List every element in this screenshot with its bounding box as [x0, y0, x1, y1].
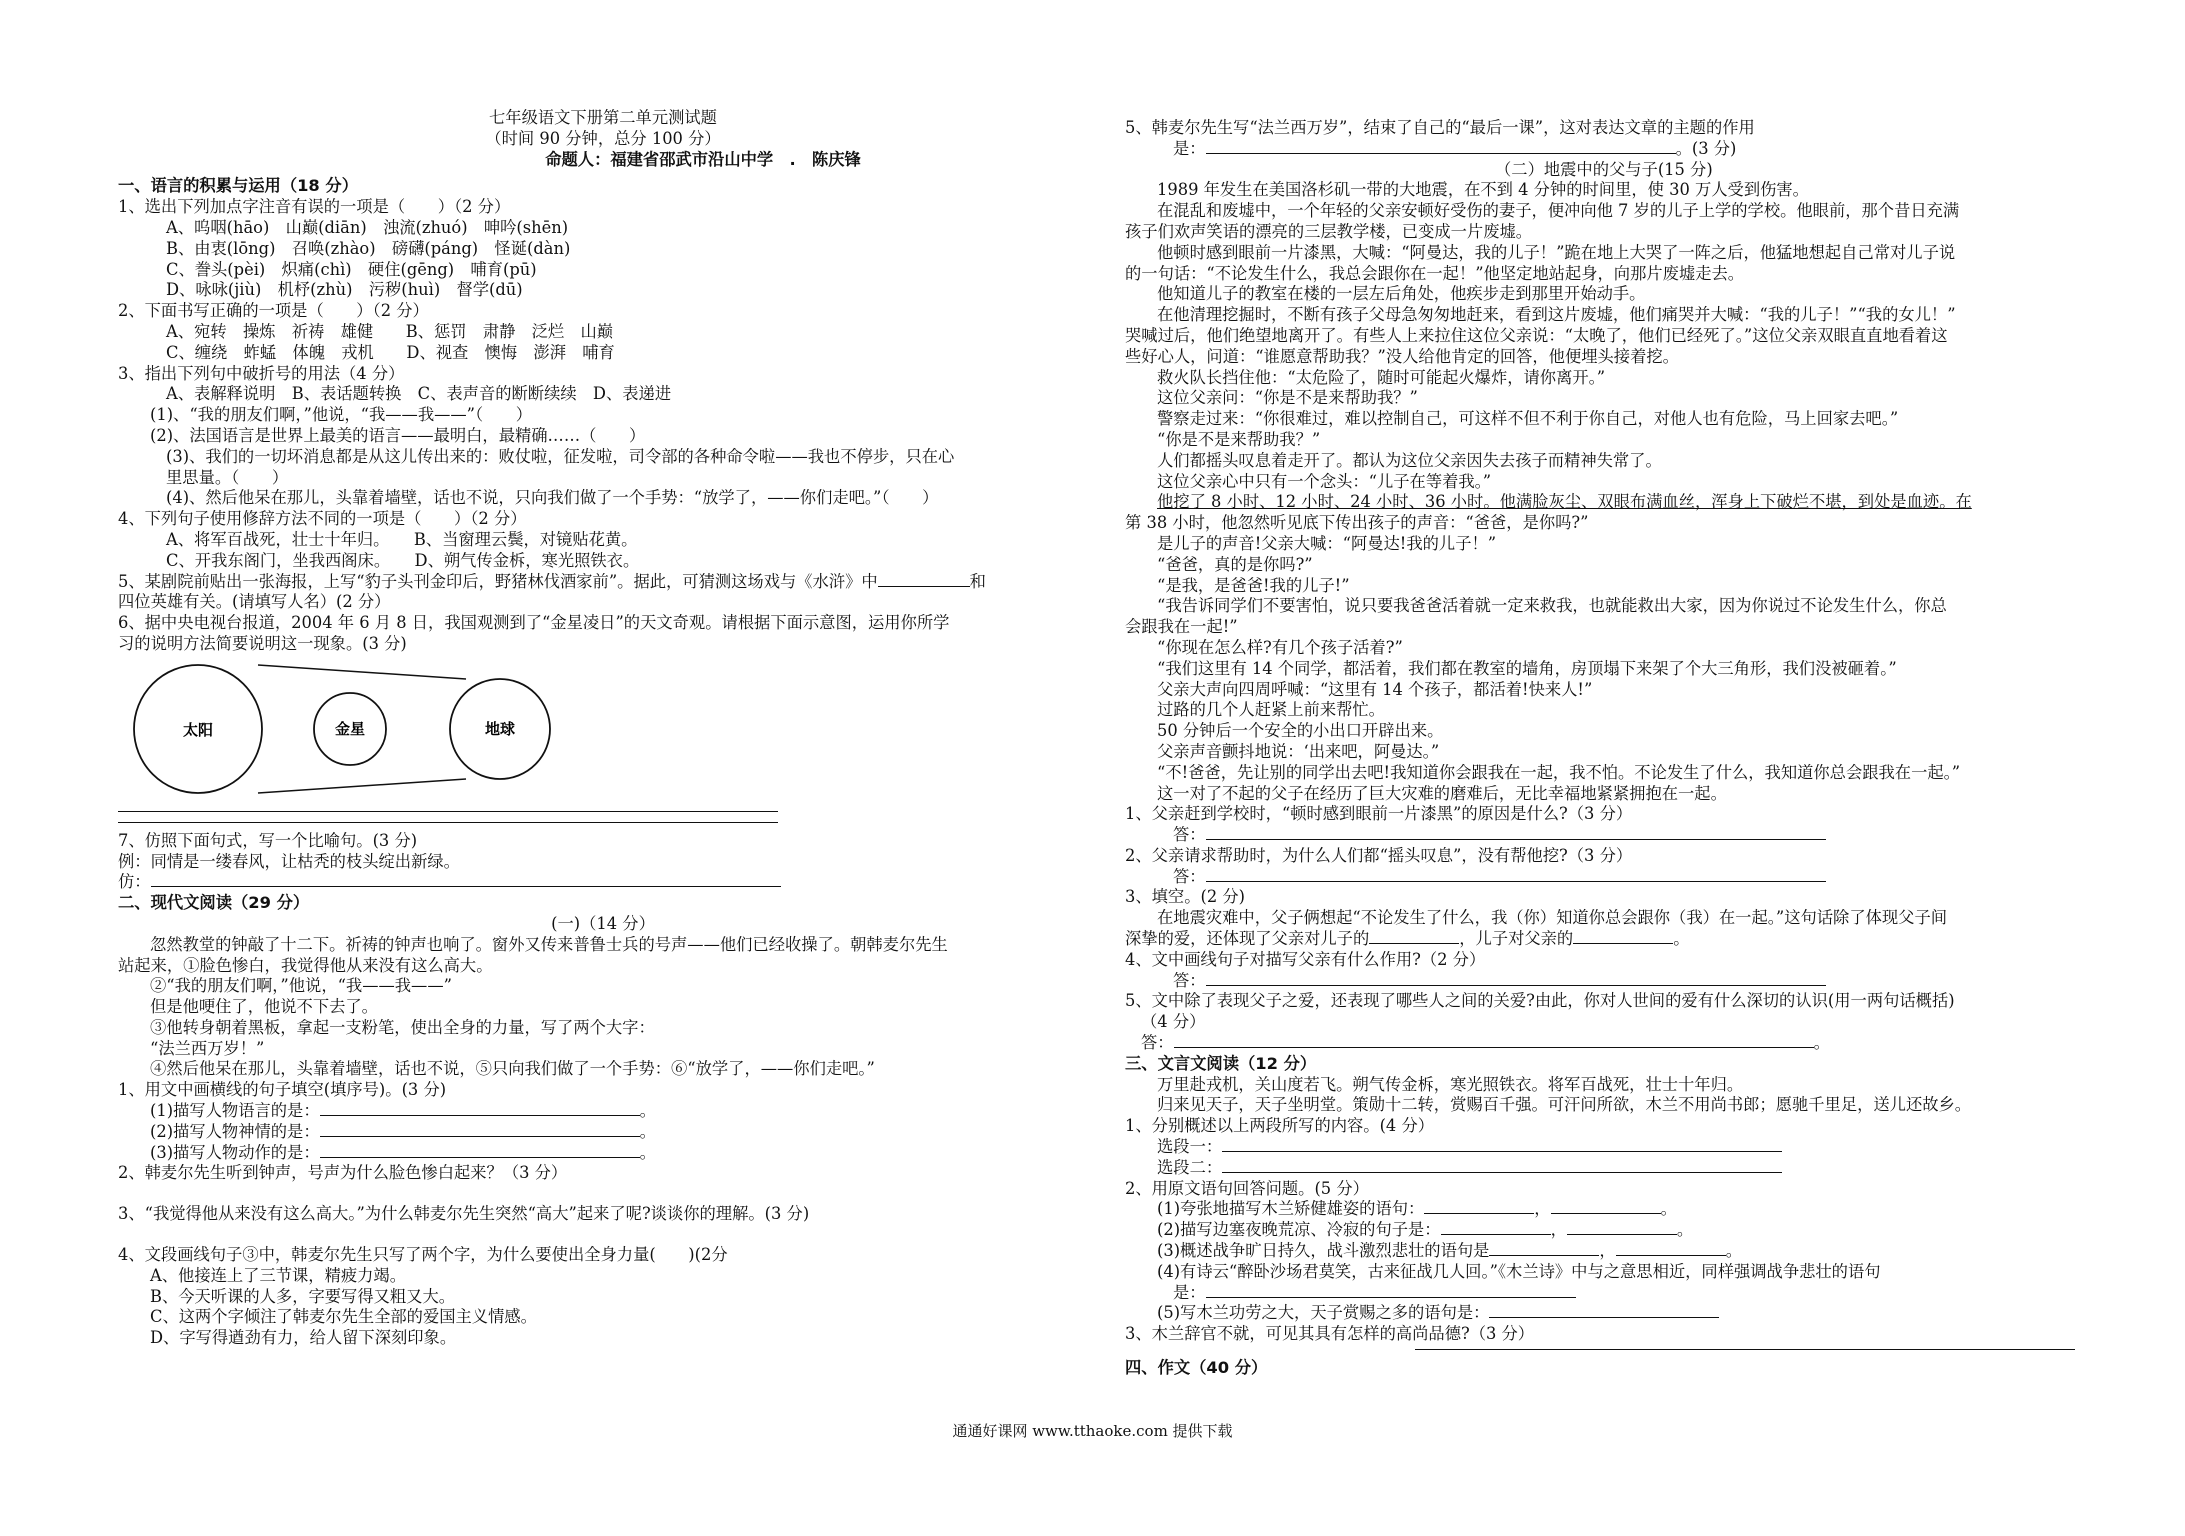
story-line: 哭喊过后，他们绝望地离开了。有些人上来拉住这位父亲说：“太晚了，他们已经死了。”这位父亲双眼直直地看着这 [1125, 325, 1948, 345]
exam-author: 命题人：福建省邵武市沿山中学 . 陈庆锋 [545, 149, 861, 169]
answer-blank[interactable] [1206, 971, 1826, 986]
answer-blank[interactable] [1441, 1220, 1551, 1235]
s2b-q4: 4、文中画线句子对描写父亲有什么作用?（2 分） [1125, 949, 1486, 969]
exam-title: 七年级语文下册第二单元测试题 [489, 108, 717, 127]
passage-line: ②“我的朋友们啊，”他说，“我——我——” [150, 976, 452, 996]
answer-line[interactable] [118, 811, 778, 812]
s2-q4-option: B、今天听课的人多，字要写得又粗又大。 [150, 1286, 456, 1306]
answer-label: 答： [1173, 970, 1206, 990]
classical-text: 万里赴戎机，关山度若飞。朔气传金柝，寒光照铁衣。将军百战死，壮士十年归。 [1157, 1074, 1744, 1094]
s1-q4-row: A、将军百战死，壮士十年归。 B、当窗理云鬓，对镜贴花黄。 [166, 529, 638, 549]
story-line: “爸爸，真的是你吗?” [1157, 554, 1313, 574]
belt-line-top [258, 665, 466, 679]
s1-q5-text-cont: 四位英雄有关。(请填写人名）(2 分） [118, 592, 391, 612]
story-line: “我们这里有 14 个同学，都活着，我们都在教室的墙角，房顶塌下来架了个大三角形，我们没被砸着。” [1157, 658, 1897, 678]
story-passage [1125, 180, 2085, 804]
s1-q3-options: A、表解释说明 B、表话题转换 C、表声音的断断续续 D、表递进 [166, 384, 672, 404]
s1-q6-text: 6、据中央电视台报道，2004 年 6 月 8 日，我国观测到了“金星凌日”的天文奇观。请根据下面示意图，运用你所学 [118, 613, 950, 633]
earth-label: 地球 [484, 719, 516, 738]
story-line: 他顿时感到眼前一片漆黑，大喊：“阿曼达，我的儿子！”跪在地上大哭了一阵之后，他猛地想起自己常对儿子说 [1157, 242, 1956, 262]
story-line: 父亲大声向四周呼喊：“这里有 14 个孩子，都活着!快来人!” [1157, 679, 1593, 699]
passage-line: 站起来，①脸色惨白，我觉得他从来没有这么高大。 [118, 955, 493, 975]
answer-blank[interactable] [878, 572, 970, 587]
s1-q3-sentence: (1)、“我的朋友们啊，”他说，“我——我——”（ ） [150, 405, 532, 425]
s2b-q5-score: （4 分） [1141, 1012, 1206, 1032]
s2-q3: 3、“我觉得他从来没有这么高大。”为什么韩麦尔先生突然“高大”起来了呢?谈谈你的理解。(3 分) [118, 1204, 810, 1224]
answer-blank[interactable] [1206, 867, 1826, 882]
story-line: “不!爸爸，先让别的同学出去吧!我知道你会跟我在一起，我不怕。不论发生了什么，我知道你总会跟我在一起。” [1157, 762, 1961, 782]
score-note: 。(3 分) [1675, 138, 1737, 158]
story-line: 人们都摇头叹息着走开了。都认为这位父亲因失去孩子而精神失常了。 [1157, 450, 1662, 470]
venus-transit-diagram [118, 661, 758, 801]
passage-line: “法兰西万岁！” [150, 1038, 265, 1058]
story-line: 些好心人，问道：“谁愿意帮助我？”没人给他肯定的回答，他便埋头接着挖。 [1125, 346, 1679, 366]
story-line: 会跟我在一起!” [1125, 617, 1238, 637]
s2-q1-item: (3)描写人物动作的是： [150, 1142, 320, 1162]
story-line: 他知道儿子的教室在楼的一层左后角处，他疾步走到那里开始动手。 [1157, 284, 1646, 304]
answer-blank[interactable] [1424, 1199, 1534, 1214]
s1-q1-option: B、由衷(lōng) 召唤(zhào) 磅礴(páng) 怪诞(dàn) [166, 238, 571, 258]
answer-blank[interactable] [1206, 825, 1826, 840]
s1-q2-row: A、宛转 操炼 祈祷 雄健 B、惩罚 肃静 泛烂 山巅 [166, 321, 614, 341]
answer-line[interactable] [118, 822, 778, 823]
s2-q4-option: C、这两个字倾注了韩麦尔先生全部的爱国主义情感。 [150, 1307, 537, 1327]
s1-q3-stem: 3、指出下列句中破折号的用法（4 分） [118, 363, 405, 383]
belt-line-bottom [258, 779, 466, 793]
section2-heading: 二、现代文阅读（29 分） [118, 893, 310, 913]
exam-time-info: （时间 90 分钟，总分 100 分） [485, 128, 721, 148]
story-line: 过路的几个人赶紧上前来帮忙。 [1157, 700, 1385, 720]
s3-q2: 2、用原文语句回答问题。(5 分） [1125, 1178, 1369, 1198]
story-line: 这位父亲心中只有一个念头：“儿子在等着我。” [1157, 471, 1492, 491]
passage-line: ④然后他呆在那儿，头靠着墙壁，话也不说，⑤只向我们做了一个手势：⑥“放学了，——你们走吧。” [150, 1059, 875, 1079]
story-line: 他挖了 8 小时、12 小时、24 小时、36 小时。他满脸灰尘、双眼布满血丝，浑身上下破烂不堪，到处是血迹。在 [1157, 492, 1972, 512]
s1-q2-row: C、缠绕 蚱蜢 体魄 戎机 D、视查 懊悔 澎湃 哺育 [166, 342, 615, 362]
s1-q7-example: 例：同情是一缕春风，让枯秃的枝头绽出新绿。 [118, 851, 460, 871]
period: 。 [1673, 929, 1690, 949]
answer-blank[interactable] [1222, 1158, 1782, 1173]
story-line: “你是不是来帮助我？” [1157, 429, 1321, 449]
story-line: 警察走过来：“你很难过，难以控制自己，可这样不但不利于你自己，对他人也有危险，马上回家去吧。” [1157, 409, 1899, 429]
right-column: 5、韩麦尔先生写“法兰西万岁”，结束了自己的“最后一课”，这对表达文章的主题的作用 是： 。(3 分) （二）地震中的父与子(15 分) 1989 年发生在美国洛杉矶一带的大地震，在不到 4 分钟的时间里，使 30 万人受到伤害。 在混乱和废墟中，一个年轻的父亲安顿好受伤的妻子，便冲向他 7 岁的儿子上学的学校。他眼前，那个昔日充满 孩子们欢声笑语的漂亮的三层教学楼，已变成一片废墟。 他顿时感到眼前一片漆黑，大喊：“阿曼达，我的儿子！”跪在地上大哭了一阵之后，他猛地想起自己常对儿子说 的一句话：“不论发生什么，我总会跟你在一起！”他坚定地站起身，向那片废墟走去。 他知道儿子的教室在楼的一层左后角处，他疾步走到那里开始动手。 在他清理挖掘时，不断有孩子父母急匆匆地赶来，看到这片废墟，他们痛哭并大喊：“我的儿子！”“我的女儿！” 哭喊过后，他们绝望地离开了。有些人上来拉住这位父亲说：“太晚了，他们已经死了。”这位父亲双眼直直地看着这 些好心人，问道：“谁愿意帮助我？”没人给他肯定的回答，他便埋头接着挖。 救火队长挡住他：“太危险了，随时可能起火爆炸，请你离开。” 这位父亲问：“你是不是来帮助我？” 警察走过来：“你很难过，难以控制自己，可这样不但不利于你自己，对他人也有危险，马上回家去吧。” “你是不是来帮助我？” 人们都摇头叹息着走开了。都认为这位父亲因失去孩子而精神失常了。 这位父亲心中只有一个念头：“儿子在等着我。” 他挖了 8 小时、12 小时、24 小时、36 小时。他满脸灰尘、双眼布满血丝，浑身上下破烂不堪，到处是血迹。在 第 38 小时，他忽然听见底下传出孩子的声音：“爸爸，是你吗?” 是儿子的声音!父亲大喊：“阿曼达!我的儿子！” “爸爸，真的是你吗?” “是我，是爸爸!我的儿子!” “我告诉同学们不要害怕，说只要我爸爸活着就一定来救我，也就能救出大家，因为你说过不论发生什么，你总 会跟我在一起!” “你现在怎么样?有几个孩子活着?” “我们这里有 14 个同学，都活着，我们都在教室的墙角，房顶塌下来架了个大三角形，我们没被砸着。” 父亲大声向四周呼喊：“这里有 14 个孩子，都活着!快来人!” 过路的几个人赶紧上前来帮忙。 50 分钟后一个安全的小出口开辟出来。 父亲声音颤抖地说：‘出来吧，阿曼达。” “不!爸爸，先让别的同学出去吧!我知道你会跟我在一起，我不怕。不论发生了什么，我知道你总会跟我在一起。” 这一对了不起的父子在经历了巨大灾难的磨难后，无比幸福地紧紧拥抱在一起。 1、父亲赶到学校时，“顿时感到眼前一片漆黑”的原因是什么?（3 分） 答： 2、父亲请求帮助时，为什么人们都“摇头叹息”，没有帮他挖?（3 分） 答： 3、填空。(2 分) 在地震灾难中，父子俩想起“不论发生了什么，我（你）知道你总会跟你（我）在一起。”这句话除了体现父子间 深挚的爱，还体现了父亲对儿子的 ，儿子对父亲的 。 4、文中画线句子对描写父亲有什么作用?（2 分） 答： 5、文中除了表现父子之爱，还表现了哪些人之间的关爱?由此，你对人世间的爱有什么深切的认识(用一两句话概括) （4 分） 答： 。 三、文言文阅读（12 分） 万里赴戎机，关山度若飞。朔气传金柝，寒光照铁衣。将军百战死，壮士十年归。 归来见天子，天子坐明堂。策勋十二转，赏赐百千强。可汗问所欲，木兰不用尚书郎；愿驰千里足，送儿还故乡。 1、分别概述以上两段所写的内容。(4 分） 选段一： 选段二： 2、用原文语句回答问题。(5 分） (1)夸张地描写木兰矫健雄姿的语句： ， 。 (2)描写边塞夜晚荒凉、冷寂的句子是： ， 。 (3)概述战争旷日持久，战斗激烈悲壮的语句是 ， 。 (4)有诗云“醉卧沙场君莫笑，古来征战几人回。”《木兰诗》中与之意思相近，同样强调战争悲壮的语句 是： (5)写木兰功劳之大，天子赏赐之多的语句是： 3、木兰辞官不就，可见其具有怎样的高尚品德?（3 分） 四、作文（40 分） [1125, 118, 2085, 1379]
passage-line: 但是他哽住了，他说不下去了。 [150, 997, 378, 1017]
answer-label: 答： [1173, 825, 1206, 845]
answer-blank[interactable] [1369, 929, 1459, 944]
s1-q5-line [118, 572, 1088, 593]
s1-q7-stem: 7、仿照下面句式，写一个比喻句。(3 分) [118, 830, 418, 850]
s2b-q3-text: 深挚的爱，还体现了父亲对儿子的 [1125, 929, 1370, 949]
story-line: 父亲声音颤抖地说：‘出来吧，阿曼达。” [1157, 741, 1440, 761]
story-line: 的一句话：“不论发生什么，我总会跟你在一起！”他坚定地站起身，向那片废墟走去。 [1125, 263, 1745, 283]
s2b-q1: 1、父亲赶到学校时，“顿时感到眼前一片漆黑”的原因是什么?（3 分） [1125, 804, 1633, 824]
s3-q2-item: (2)描写边塞夜晚荒凉、冷寂的句子是： [1157, 1220, 1441, 1240]
story-line: 1989 年发生在美国洛杉矶一带的大地震，在不到 4 分钟的时间里，使 30 万人受到伤害。 [1157, 180, 1809, 200]
answer-blank[interactable] [1222, 1137, 1782, 1152]
s1-q2-stem: 2、下面书写正确的一项是（ ）（2 分） [118, 301, 429, 321]
story-line: 救火队长挡住他：“太危险了，随时可能起火爆炸，请你离开。” [1157, 367, 1606, 387]
answer-blank[interactable] [1573, 929, 1673, 944]
s3-q2-item: (1)夸张地描写木兰矫健雄姿的语句： [1157, 1199, 1425, 1219]
s2-q1-stem: 1、用文中画横线的句子填空(填序号)。(3 分) [118, 1080, 447, 1100]
answer-blank[interactable] [1206, 139, 1676, 154]
venus-label: 金星 [334, 719, 366, 738]
s3-q1: 1、分别概述以上两段所写的内容。(4 分） [1125, 1116, 1435, 1136]
s1-q3-sentence: (2)、法国语言是世界上最美的语言——最明白，最精确……（ ） [150, 425, 646, 445]
s2-part1-title: (一)（14 分） [551, 913, 655, 933]
s3-q1-label: 选段二： [1157, 1157, 1223, 1177]
s2b-q3-text: ，儿子对父亲的 [1459, 929, 1574, 949]
s1-q7-answer [118, 872, 1088, 893]
story-line: 在混乱和废墟中，一个年轻的父亲安顿好受伤的妻子，便冲向他 7 岁的儿子上学的学校。他眼前，那个昔日充满 [1157, 201, 1960, 221]
answer-blank[interactable] [1567, 1220, 1677, 1235]
s2-q4-option: D、字写得遒劲有力，给人留下深刻印象。 [150, 1328, 457, 1348]
answer-blank[interactable] [320, 1122, 640, 1137]
s1-q3-sentence: (3)、我们的一切坏消息都是从这儿传出来的：败仗啦，征发啦，司令部的各种命令啦——我也不停步，只在心 [166, 446, 955, 466]
answer-label: 答： [1141, 1033, 1174, 1053]
answer-line[interactable] [1415, 1349, 2075, 1350]
s3-q2-item: 是： [1173, 1282, 1206, 1302]
s3-q2-item: (4)有诗云“醉卧沙场君莫笑，古来征战几人回。”《木兰诗》中与之意思相近，同样强调战争悲壮的语句 [1157, 1261, 1881, 1281]
s2-q2: 2、韩麦尔先生听到钟声，号声为什么脸色惨白起来？（3 分） [118, 1163, 568, 1183]
s3-q2-item: (3)概述战争旷日持久，战斗激烈悲壮的语句是 [1157, 1241, 1490, 1261]
s1-q1-option: C、誊头(pèi) 炽痛(chì) 硬住(gēng) 哺育(pū) [166, 259, 537, 279]
s1-q1-stem: 1、选出下列加点字注音有误的一项是（ ）（2 分） [118, 197, 511, 217]
answer-blank[interactable] [1616, 1241, 1726, 1256]
s1-q4-row: C、开我东阁门，坐我西阁床。 D、朔气传金柝，寒光照铁衣。 [166, 550, 640, 570]
story-line: 是儿子的声音!父亲大喊：“阿曼达!我的儿子！” [1157, 533, 1497, 553]
s2-q1-item: (2)描写人物神情的是： [150, 1121, 320, 1141]
answer-blank[interactable] [320, 1143, 640, 1158]
s3-q1-label: 选段一： [1157, 1137, 1223, 1157]
story-line: 孩子们欢声笑语的漂亮的三层教学楼，已变成一片废墟。 [1125, 221, 1533, 241]
s1-q5-text: 5、某剧院前贴出一张海报，上写“豹子头刊金印后，野猪林伐酒家前”。据此，可猜测这场戏与《水浒》中 [118, 571, 878, 591]
story-line: 在他清理挖掘时，不断有孩子父母急匆匆地赶来，看到这片废墟，他们痛哭并大喊：“我的儿子！”“我的女儿！” [1157, 305, 1956, 325]
s2b-q3-text: 在地震灾难中，父子俩想起“不论发生了什么，我（你）知道你总会跟你（我）在一起。”这句话除了体现父子间 [1157, 908, 1948, 928]
footer: 通通好课网 www.tthaoke.com 提供下载 [952, 1422, 1233, 1440]
s1-q3-sentence: (4)、然后他呆在那儿，头靠着墙壁，话也不说，只向我们做了一个手势：“放学了，——你们走吧。”（ ） [166, 488, 939, 508]
story-line: “是我，是爸爸!我的儿子!” [1157, 575, 1350, 595]
left-column: 七年级语文下册第二单元测试题 （时间 90 分钟，总分 100 分） 命题人：福建省邵武市沿山中学 . 陈庆锋 一、语言的积累与运用（18 分） 1、选出下列加点字注音有误的一项是（ ）（2 分） A、呜咽(hāo) 山巅(diān) 浊流(zhuó) 呻吟(shēn) B、由衷(lōng) 召唤(zhào) 磅礴(páng) 怪诞(dàn) C、誊头(pèi) 炽痛(chì) 硬住(gēng) 哺育(pū) D、咏咏(jiù) 机杼(zhù) 污秽(huì) 督学(dū) 2、下面书写正确的一项是（ ）（2 分） A、宛转 操炼 祈祷 雄健 B、惩罚 肃静 泛烂 山巅 C、缠绕 蚱蜢 体魄 戎机 D、视查 懊悔 澎湃 哺育 3、指出下列句中破折号的用法（4 分） A、表解释说明 B、表话题转换 C、表声音的断断续续 D、表递进 (1)、“我的朋友们啊，”他说，“我——我——”（ ） (2)、法国语言是世界上最美的语言——最明白，最精确……（ ） (3)、我们的一切坏消息都是从这儿传出来的：败仗啦，征发啦，司令部的各种命令啦——我也不停步，只在心 里思量。（ ） (4)、然后他呆在那儿，头靠着墙壁，话也不说，只向我们做了一个手势：“放学了，——你们走吧。”（ ） 4、下列句子使用修辞方法不同的一项是（ ）（2 分） A、将军百战死，壮士十年归。 B、当窗理云鬓，对镜贴花黄。 C、开我东阁门，坐我西阁床。 D、朔气传金柝，寒光照铁衣。 5、某剧院前贴出一张海报，上写“豹子头刊金印后，野猪林伐酒家前”。据此，可猜测这场戏与《水浒》中 和 四位英雄有关。(请填写人名）(2 分） 6、据中央电视台报道，2004 年 6 月 8 日，我国观测到了“金星凌日”的天文奇观。请根据下面示意图，运用你所学 习的说明方法简要说明这一现象。(3 分) 太阳 金星 地球 7、仿照下面句式，写一个比喻句。(3 分) 例：同情是一缕春风，让枯秃的枝头绽出新绿。 仿： 二、现代文阅读（29 分） (一)（14 分） 忽然教堂的钟敲了十二下。祈祷的钟声也响了。窗外又传来普鲁士兵的号声——他们已经收操了。朝韩麦尔先生 站起来，①脸色惨白，我觉得他从来没有这么高大。 ②“我的朋友们啊，”他说，“我——我——” 但是他哽住了，他说不下去了。 ③他转身朝着黑板，拿起一支粉笔，使出全身的力量，写了两个大字： “法兰西万岁！” ④然后他呆在那儿，头靠着墙壁，话也不说，⑤只向我们做了一个手势：⑥“放学了，——你们走吧。” 1、用文中画横线的句子填空(填序号)。(3 分) (1)描写人物语言的是： 。 (2)描写人物神情的是： 。 (3)描写人物动作的是： 。 2、韩麦尔先生听到钟声，号声为什么脸色惨白起来？（3 分） 3、“我觉得他从来没有这么高大。”为什么韩麦尔先生突然“高大”起来了呢?谈谈你的理解。(3 分) 4、文段画线句子③中，韩麦尔先生只写了两个字，为什么要使出全身力量( )(2分 A、他接连上了三节课，精疲力竭。 B、今天听课的人多，字要写得又粗又大。 C、这两个字倾注了韩麦尔先生全部的爱国主义情感。 D、字写得遒劲有力，给人留下深刻印象。 [118, 108, 1088, 1349]
s2-part2-title: （二）地震中的父与子(15 分) [1495, 159, 1713, 179]
sun-label: 太阳 [182, 720, 214, 739]
story-line: “你现在怎么样?有几个孩子活着?” [1157, 637, 1403, 657]
s1-q1-option: D、咏咏(jiù) 机杼(zhù) 污秽(huì) 督学(dū) [166, 280, 523, 300]
s1-q3-sentence-cont: 里思量。（ ） [166, 467, 289, 487]
story-line: 这一对了不起的父子在经历了巨大灾难的磨难后，无比幸福地紧紧拥抱在一起。 [1157, 783, 1727, 803]
s2-q5-line1: 5、韩麦尔先生写“法兰西万岁”，结束了自己的“最后一课”，这对表达文章的主题的作用 [1125, 118, 1755, 137]
answer-blank[interactable] [1206, 1283, 1576, 1298]
answer-blank[interactable] [1489, 1303, 1719, 1318]
s2b-q3: 3、填空。(2 分) [1125, 887, 1246, 907]
s3-q2-item: (5)写木兰功劳之大，天子赏赐之多的语句是： [1157, 1303, 1490, 1323]
s2-q4-option: A、他接连上了三节课，精疲力竭。 [150, 1265, 406, 1285]
answer-blank[interactable] [1174, 1033, 1814, 1048]
s2b-q5: 5、文中除了表现父子之爱，还表现了哪些人之间的关爱?由此，你对人世间的爱有什么深切的认识(用一两句话概括) [1125, 991, 1955, 1011]
s1-q4-stem: 4、下列句子使用修辞方法不同的一项是（ ）（2 分） [118, 509, 527, 529]
s1-q1-option: A、呜咽(hāo) 山巅(diān) 浊流(zhuó) 呻吟(shēn) [166, 217, 569, 237]
answer-label: 是： [1173, 138, 1206, 158]
s3-q3: 3、木兰辞官不就，可见其具有怎样的高尚品德?（3 分） [1125, 1324, 1535, 1344]
passage-line: 忽然教堂的钟敲了十二下。祈祷的钟声也响了。窗外又传来普鲁士兵的号声——他们已经收操了。朝韩麦尔先生 [150, 934, 948, 954]
story-line: 第 38 小时，他忽然听见底下传出孩子的声音：“爸爸，是你吗?” [1125, 513, 1589, 533]
passage-line: ③他转身朝着黑板，拿起一支粉笔，使出全身的力量，写了两个大字： [150, 1017, 655, 1037]
section4-heading: 四、作文（40 分） [1125, 1358, 1268, 1378]
s1-q6-text-cont: 习的说明方法简要说明这一现象。(3 分) [118, 633, 407, 653]
answer-blank[interactable] [320, 1101, 640, 1116]
section3-heading: 三、文言文阅读（12 分） [1125, 1053, 1317, 1073]
answer-blank[interactable] [1489, 1241, 1599, 1256]
answer-blank[interactable] [1551, 1199, 1661, 1214]
story-line: 这位父亲问：“你是不是来帮助我？” [1157, 388, 1418, 408]
answer-label: 答： [1173, 866, 1206, 886]
s2-q1-item: (1)描写人物语言的是： [150, 1101, 320, 1121]
answer-label: 仿： [118, 872, 151, 892]
s2-q4-stem: 4、文段画线句子③中，韩麦尔先生只写了两个字，为什么要使出全身力量( )(2分 [118, 1245, 728, 1265]
section1-heading: 一、语言的积累与运用（18 分） [118, 176, 358, 196]
story-line: 50 分钟后一个安全的小出口开辟出来。 [1157, 721, 1444, 741]
story-line: “我告诉同学们不要害怕，说只要我爸爸活着就一定来救我，也就能救出大家，因为你说过不论发生什么，你总 [1157, 596, 1947, 616]
classical-text: 归来见天子，天子坐明堂。策勋十二转，赏赐百千强。可汗问所欲，木兰不用尚书郎；愿驰千里足，送儿还故乡。 [1157, 1095, 1972, 1115]
answer-blank[interactable] [151, 872, 781, 887]
s1-q5-and: 和 [969, 571, 986, 591]
s2b-q2: 2、父亲请求帮助时，为什么人们都“摇头叹息”，没有帮他挖?（3 分） [1125, 845, 1633, 865]
